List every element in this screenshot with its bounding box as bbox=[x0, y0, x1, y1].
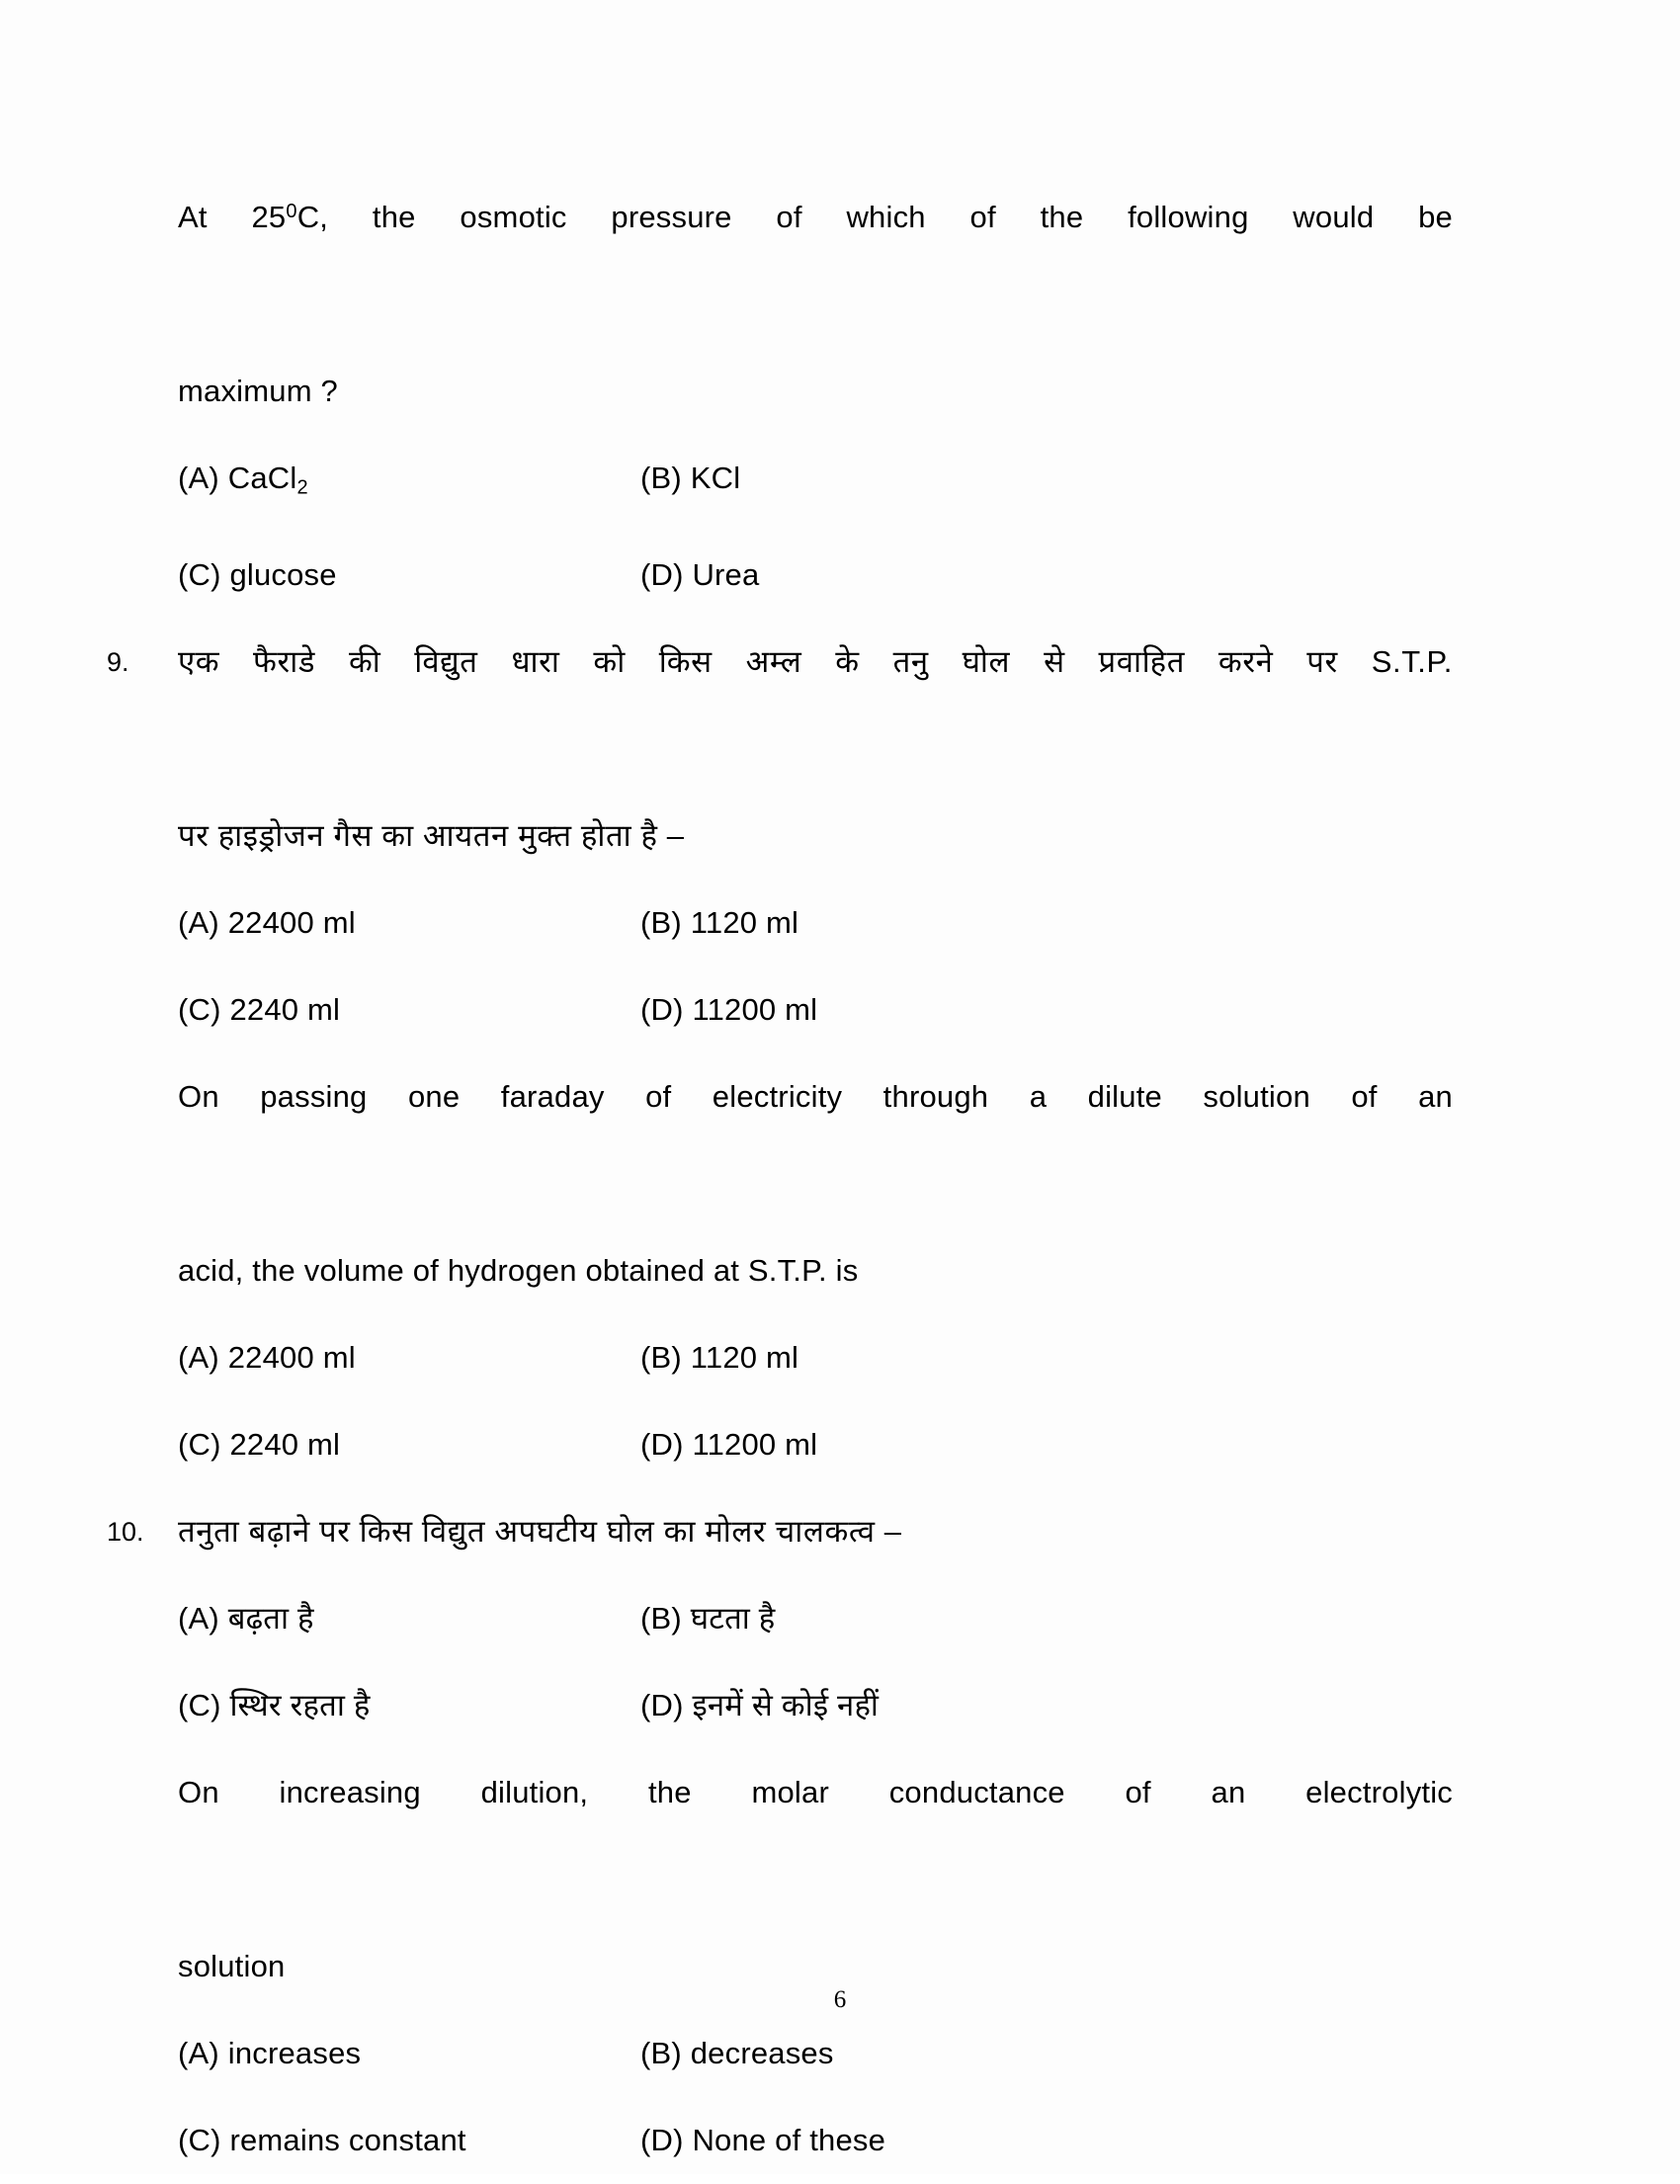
question-content-column bbox=[107, 168, 1472, 2184]
option-a[interactable]: (A) बढ़ता है bbox=[178, 1600, 314, 1636]
option-a[interactable]: (A) 22400 ml bbox=[178, 904, 356, 940]
option-d[interactable]: (D) 11200 ml bbox=[640, 1426, 818, 1462]
option-a-subscript: 2 bbox=[296, 476, 308, 499]
option-c[interactable]: (C) 2240 ml bbox=[178, 991, 341, 1027]
option-b[interactable] bbox=[640, 435, 1472, 532]
question-10-stem-english-line1: On increasing dilution, the molar conductance of an electrolytic bbox=[178, 1774, 1453, 1809]
options-grid-osmotic bbox=[178, 435, 1472, 619]
question-stem-english-line2: maximum ? bbox=[178, 374, 338, 408]
question-block-osmotic-pressure bbox=[178, 168, 1472, 619]
option-d[interactable]: (D) 11200 ml bbox=[640, 991, 818, 1027]
option-a[interactable] bbox=[178, 435, 640, 532]
option-a[interactable]: (A) increases bbox=[178, 2035, 362, 2070]
page-number: 6 bbox=[833, 1986, 847, 2013]
option-c[interactable]: (C) स्थिर रहता है bbox=[178, 1687, 371, 1722]
option-c[interactable] bbox=[178, 532, 640, 619]
question-number-9: 9. bbox=[107, 646, 129, 677]
option-d-label: (D) Urea bbox=[640, 556, 760, 592]
option-b[interactable]: (B) घटता है bbox=[640, 1600, 776, 1636]
option-a-label: (A) CaCl bbox=[178, 461, 297, 495]
question-9-options-english bbox=[178, 1314, 1472, 1488]
option-d[interactable]: (D) इनमें से कोई नहीं bbox=[640, 1687, 880, 1722]
question-10-options-hindi bbox=[178, 1575, 1472, 1749]
option-c[interactable]: (C) 2240 ml bbox=[178, 1426, 341, 1462]
option-c[interactable]: (C) remains constant bbox=[178, 2122, 466, 2157]
question-10-stem-hindi-line1: तनुता बढ़ाने पर किस विद्युत अपघटीय घोल का मोलर चालकत्व – bbox=[178, 1513, 902, 1549]
question-number-10: 10. bbox=[107, 1516, 144, 1547]
stem-text-part1: At 25 bbox=[178, 200, 287, 234]
option-b[interactable]: (B) decreases bbox=[640, 2035, 834, 2070]
option-a[interactable]: (A) 22400 ml bbox=[178, 1339, 356, 1375]
option-b-label: (B) KCl bbox=[640, 461, 741, 495]
question-stem-english bbox=[178, 168, 1453, 348]
question-10-options-english bbox=[178, 2010, 1472, 2184]
option-d[interactable]: (D) None of these bbox=[640, 2122, 886, 2157]
question-9-options-hindi bbox=[178, 880, 1472, 1053]
question-9-stem-english-line2: acid, the volume of hydrogen obtained at S.T.P. is bbox=[178, 1252, 859, 1288]
stem-text-part2: C, the osmotic pressure of which of the following would be bbox=[296, 200, 1453, 234]
question-9-stem-hindi-line2: पर हाइड्रोजन गैस का आयतन मुक्त होता है – bbox=[178, 817, 685, 853]
question-block-9 bbox=[107, 619, 1472, 1488]
question-9-stem-hindi-line1: एक फैराडे की विद्युत धारा को किस अम्ल के तनु घोल से प्रवाहित करने पर S.T.P. bbox=[178, 643, 1453, 679]
degree-superscript: 0 bbox=[286, 201, 297, 222]
question-10-stem-english-line2: solution bbox=[178, 1948, 286, 1983]
option-b[interactable]: (B) 1120 ml bbox=[640, 1339, 799, 1375]
question-block-10 bbox=[107, 1488, 1472, 2184]
question-9-stem-english-line1: On passing one faraday of electricity through a dilute solution of an bbox=[178, 1078, 1453, 1114]
option-b[interactable]: (B) 1120 ml bbox=[640, 904, 799, 940]
option-d[interactable] bbox=[640, 532, 1472, 619]
option-c-label: (C) glucose bbox=[178, 556, 337, 592]
